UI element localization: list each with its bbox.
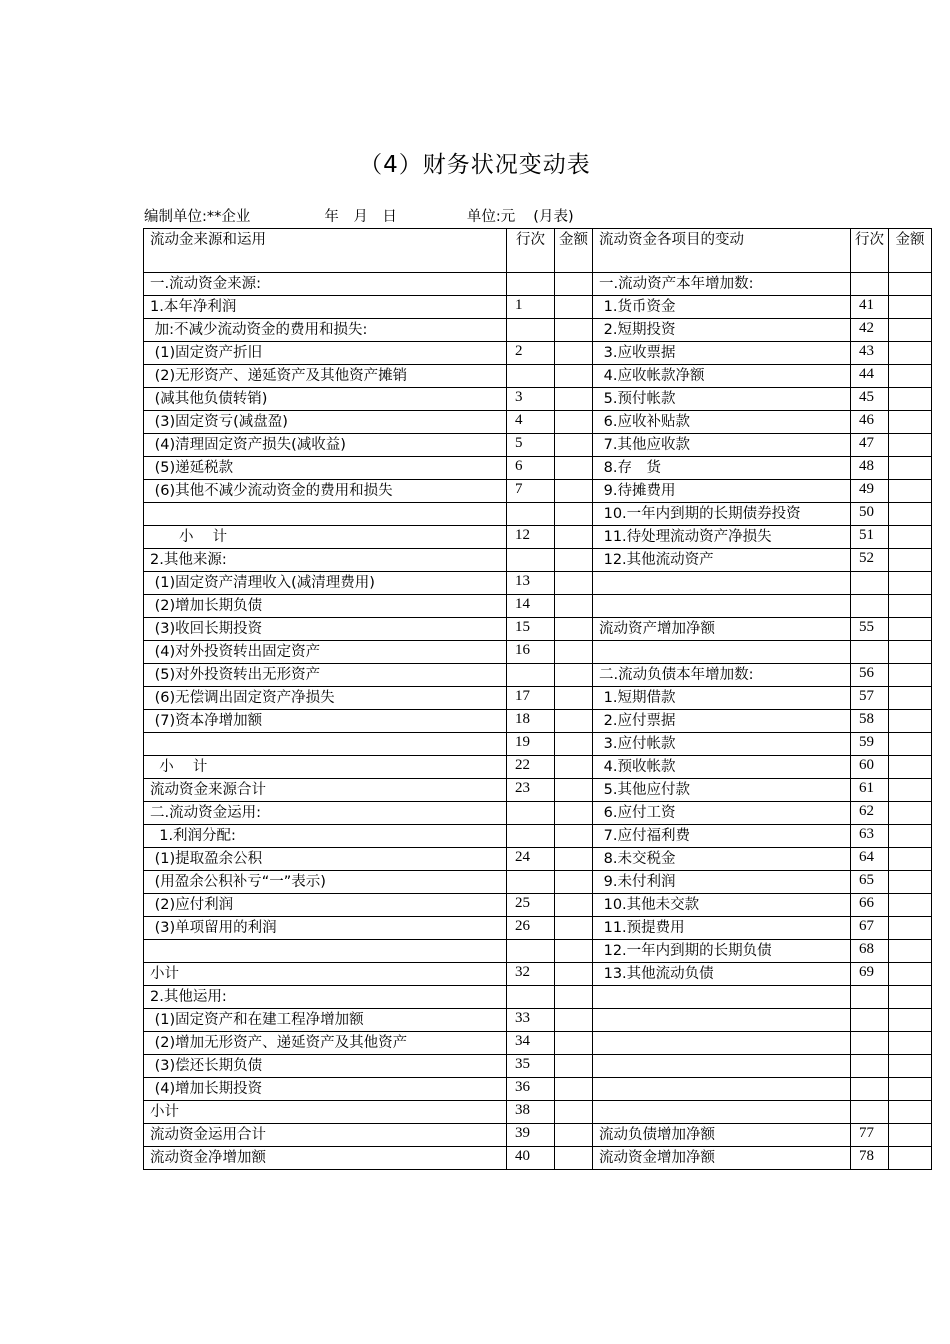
right-amount-cell[interactable] (889, 664, 932, 687)
table-header-row (144, 229, 932, 273)
header-right-row: 行次 (851, 229, 889, 273)
right-item-cell: 7.其他应收款 (593, 434, 851, 457)
left-amount-cell[interactable] (555, 1147, 593, 1170)
table-row (144, 1055, 932, 1078)
right-row-number (851, 273, 889, 296)
right-row-number: 46 (851, 411, 889, 434)
left-item-cell: 1.本年净利润 (144, 296, 507, 319)
right-row-number: 59 (851, 733, 889, 756)
left-row-number: 1 (507, 296, 555, 319)
right-row-number: 51 (851, 526, 889, 549)
right-row-number: 45 (851, 388, 889, 411)
header-left-amount: 金额 (555, 229, 593, 273)
right-row-number: 52 (851, 549, 889, 572)
right-item-cell: 4.应收帐款净额 (593, 365, 851, 388)
right-row-number: 44 (851, 365, 889, 388)
right-row-number: 50 (851, 503, 889, 526)
right-item-cell: 8.存 货 (593, 457, 851, 480)
table-row (144, 917, 932, 940)
right-item-cell: 流动资产增加净额 (593, 618, 851, 641)
left-amount-cell[interactable] (555, 1055, 593, 1078)
left-amount-cell[interactable] (555, 457, 593, 480)
table-row (144, 756, 932, 779)
left-item-cell: (减其他负债转销) (144, 388, 507, 411)
left-amount-cell[interactable] (555, 917, 593, 940)
right-amount-cell[interactable] (889, 1009, 932, 1032)
table-row (144, 434, 932, 457)
left-row-number (507, 940, 555, 963)
right-row-number: 63 (851, 825, 889, 848)
right-row-number (851, 1101, 889, 1124)
right-item-cell: 3.应付帐款 (593, 733, 851, 756)
left-amount-cell[interactable] (555, 365, 593, 388)
left-item-cell: (4)清理固定资产损失(减收益) (144, 434, 507, 457)
left-item-cell: (5)递延税款 (144, 457, 507, 480)
financial-change-table (143, 228, 932, 1170)
left-item-cell: (用盈余公积补亏“一”表示) (144, 871, 507, 894)
right-item-cell: 1.货币资金 (593, 296, 851, 319)
left-amount-cell[interactable] (555, 480, 593, 503)
table-row (144, 940, 932, 963)
left-row-number: 36 (507, 1078, 555, 1101)
right-row-number: 42 (851, 319, 889, 342)
left-row-number: 14 (507, 595, 555, 618)
right-amount-cell[interactable] (889, 595, 932, 618)
right-item-cell: 13.其他流动负债 (593, 963, 851, 986)
left-row-number: 16 (507, 641, 555, 664)
left-row-number: 19 (507, 733, 555, 756)
left-item-cell: 1.利润分配: (144, 825, 507, 848)
right-amount-cell[interactable] (889, 779, 932, 802)
right-amount-cell[interactable] (889, 526, 932, 549)
right-amount-cell[interactable] (889, 802, 932, 825)
left-amount-cell[interactable] (555, 1124, 593, 1147)
right-amount-cell[interactable] (889, 1147, 932, 1170)
right-amount-cell[interactable] (889, 687, 932, 710)
left-item-cell: 流动资金运用合计 (144, 1124, 507, 1147)
right-amount-cell[interactable] (889, 894, 932, 917)
left-item-cell: (6)其他不减少流动资金的费用和损失 (144, 480, 507, 503)
table-row (144, 618, 932, 641)
left-amount-cell[interactable] (555, 342, 593, 365)
left-amount-cell[interactable] (555, 1009, 593, 1032)
right-item-cell: 2.短期投资 (593, 319, 851, 342)
left-item-cell: (6)无偿调出固定资产净损失 (144, 687, 507, 710)
left-amount-cell[interactable] (555, 549, 593, 572)
left-amount-cell[interactable] (555, 848, 593, 871)
right-amount-cell[interactable] (889, 1124, 932, 1147)
left-row-number: 24 (507, 848, 555, 871)
right-amount-cell[interactable] (889, 480, 932, 503)
right-item-cell: 9.待摊费用 (593, 480, 851, 503)
left-amount-cell[interactable] (555, 434, 593, 457)
right-row-number: 60 (851, 756, 889, 779)
left-row-number (507, 825, 555, 848)
left-item-cell: (3)偿还长期负债 (144, 1055, 507, 1078)
left-row-number: 7 (507, 480, 555, 503)
left-amount-cell[interactable] (555, 825, 593, 848)
left-item-cell (144, 503, 507, 526)
table-row (144, 1124, 932, 1147)
left-amount-cell[interactable] (555, 1101, 593, 1124)
left-item-cell: (1)固定资产和在建工程净增加额 (144, 1009, 507, 1032)
left-row-number (507, 503, 555, 526)
left-item-cell: (1)提取盈余公积 (144, 848, 507, 871)
right-item-cell (593, 595, 851, 618)
right-amount-cell[interactable] (889, 986, 932, 1009)
right-item-cell: 10.一年内到期的长期债券投资 (593, 503, 851, 526)
right-amount-cell[interactable] (889, 572, 932, 595)
left-item-cell: 小计 (144, 963, 507, 986)
left-amount-cell[interactable] (555, 733, 593, 756)
left-item-cell: (2)应付利润 (144, 894, 507, 917)
right-amount-cell[interactable] (889, 618, 932, 641)
table-row (144, 848, 932, 871)
right-amount-cell[interactable] (889, 434, 932, 457)
right-row-number (851, 1009, 889, 1032)
left-row-number: 25 (507, 894, 555, 917)
left-item-cell: 2.其他来源: (144, 549, 507, 572)
table-row (144, 342, 932, 365)
right-amount-cell[interactable] (889, 710, 932, 733)
left-row-number: 6 (507, 457, 555, 480)
left-row-number: 40 (507, 1147, 555, 1170)
right-item-cell: 1.短期借款 (593, 687, 851, 710)
left-item-cell (144, 733, 507, 756)
left-item-cell: 一.流动资金来源: (144, 273, 507, 296)
left-amount-cell[interactable] (555, 756, 593, 779)
table-row (144, 1032, 932, 1055)
left-item-cell: (3)收回长期投资 (144, 618, 507, 641)
right-item-cell (593, 1101, 851, 1124)
table-row (144, 963, 932, 986)
table-row (144, 1009, 932, 1032)
left-amount-cell[interactable] (555, 296, 593, 319)
left-row-number: 3 (507, 388, 555, 411)
left-row-number: 22 (507, 756, 555, 779)
right-item-cell (593, 986, 851, 1009)
table-row (144, 871, 932, 894)
right-amount-cell[interactable] (889, 1078, 932, 1101)
left-amount-cell[interactable] (555, 411, 593, 434)
right-row-number (851, 1055, 889, 1078)
left-row-number: 23 (507, 779, 555, 802)
left-amount-cell[interactable] (555, 710, 593, 733)
left-row-number (507, 871, 555, 894)
table-row (144, 733, 932, 756)
right-item-cell: 8.未交税金 (593, 848, 851, 871)
right-amount-cell[interactable] (889, 273, 932, 296)
left-amount-cell[interactable] (555, 595, 593, 618)
right-row-number: 55 (851, 618, 889, 641)
right-item-cell (593, 1078, 851, 1101)
left-row-number (507, 319, 555, 342)
right-amount-cell[interactable] (889, 365, 932, 388)
table-row (144, 572, 932, 595)
header-left-item: 流动金来源和运用 (144, 229, 507, 273)
table-row (144, 319, 932, 342)
right-amount-cell[interactable] (889, 733, 932, 756)
left-item-cell: 二.流动资金运用: (144, 802, 507, 825)
left-row-number: 33 (507, 1009, 555, 1032)
right-row-number: 69 (851, 963, 889, 986)
left-item-cell: 流动资金净增加额 (144, 1147, 507, 1170)
table-row (144, 1147, 932, 1170)
left-amount-cell[interactable] (555, 687, 593, 710)
table-row (144, 710, 932, 733)
right-amount-cell[interactable] (889, 296, 932, 319)
right-row-number: 67 (851, 917, 889, 940)
table-row (144, 480, 932, 503)
right-item-cell: 2.应付票据 (593, 710, 851, 733)
table-row (144, 549, 932, 572)
right-amount-cell[interactable] (889, 756, 932, 779)
left-amount-cell[interactable] (555, 664, 593, 687)
left-row-number: 18 (507, 710, 555, 733)
left-amount-cell[interactable] (555, 779, 593, 802)
table-row (144, 825, 932, 848)
right-amount-cell[interactable] (889, 549, 932, 572)
right-row-number (851, 1078, 889, 1101)
left-row-number: 39 (507, 1124, 555, 1147)
right-item-cell (593, 572, 851, 595)
left-row-number: 13 (507, 572, 555, 595)
right-item-cell: 12.其他流动资产 (593, 549, 851, 572)
right-item-cell: 12.一年内到期的长期负债 (593, 940, 851, 963)
currency-unit: 单位:元 (466, 209, 516, 225)
right-amount-cell[interactable] (889, 1032, 932, 1055)
right-row-number: 62 (851, 802, 889, 825)
right-item-cell: 9.未付利润 (593, 871, 851, 894)
right-amount-cell[interactable] (889, 641, 932, 664)
left-row-number: 15 (507, 618, 555, 641)
left-amount-cell[interactable] (555, 273, 593, 296)
right-item-cell: 6.应付工资 (593, 802, 851, 825)
table-row (144, 1101, 932, 1124)
left-item-cell: 小 计 (144, 526, 507, 549)
left-row-number: 5 (507, 434, 555, 457)
left-item-cell (144, 940, 507, 963)
right-row-number: 57 (851, 687, 889, 710)
right-row-number: 56 (851, 664, 889, 687)
header-right-item: 流动资金各项目的变动 (593, 229, 851, 273)
right-amount-cell[interactable] (889, 917, 932, 940)
right-row-number (851, 986, 889, 1009)
right-item-cell: 流动资金增加净额 (593, 1147, 851, 1170)
left-row-number: 17 (507, 687, 555, 710)
right-item-cell: 3.应收票据 (593, 342, 851, 365)
table-row (144, 986, 932, 1009)
table-row (144, 457, 932, 480)
left-item-cell: (4)对外投资转出固定资产 (144, 641, 507, 664)
right-row-number: 77 (851, 1124, 889, 1147)
left-item-cell: (3)单项留用的利润 (144, 917, 507, 940)
left-amount-cell[interactable] (555, 618, 593, 641)
right-item-cell: 11.待处理流动资产净损失 (593, 526, 851, 549)
left-row-number: 4 (507, 411, 555, 434)
right-item-cell (593, 1009, 851, 1032)
right-amount-cell[interactable] (889, 963, 932, 986)
left-row-number: 2 (507, 342, 555, 365)
right-amount-cell[interactable] (889, 1055, 932, 1078)
left-amount-cell[interactable] (555, 503, 593, 526)
left-row-number (507, 549, 555, 572)
table-row (144, 273, 932, 296)
left-amount-cell[interactable] (555, 319, 593, 342)
right-row-number (851, 572, 889, 595)
right-item-cell: 4.预收帐款 (593, 756, 851, 779)
left-row-number (507, 365, 555, 388)
right-item-cell: 7.应付福利费 (593, 825, 851, 848)
right-item-cell (593, 641, 851, 664)
left-item-cell: (3)固定资亏(减盘盈) (144, 411, 507, 434)
unit-company: 编制单位:**企业 (144, 209, 251, 225)
right-amount-cell[interactable] (889, 388, 932, 411)
table-row (144, 687, 932, 710)
table-row (144, 526, 932, 549)
left-amount-cell[interactable] (555, 940, 593, 963)
right-row-number: 61 (851, 779, 889, 802)
right-row-number (851, 641, 889, 664)
page-title: （4）财务状况变动表 (359, 152, 591, 178)
right-amount-cell[interactable] (889, 503, 932, 526)
right-item-cell (593, 1055, 851, 1078)
left-item-cell: 小计 (144, 1101, 507, 1124)
right-row-number (851, 1032, 889, 1055)
left-amount-cell[interactable] (555, 388, 593, 411)
right-item-cell: 流动负债增加净额 (593, 1124, 851, 1147)
right-row-number: 48 (851, 457, 889, 480)
table-row (144, 388, 932, 411)
right-amount-cell[interactable] (889, 871, 932, 894)
table-row (144, 296, 932, 319)
table-row (144, 641, 932, 664)
right-row-number (851, 595, 889, 618)
right-item-cell: 5.其他应付款 (593, 779, 851, 802)
table-row (144, 595, 932, 618)
left-amount-cell[interactable] (555, 894, 593, 917)
left-row-number: 12 (507, 526, 555, 549)
header-right-amount: 金额 (889, 229, 932, 273)
right-amount-cell[interactable] (889, 940, 932, 963)
right-row-number: 47 (851, 434, 889, 457)
right-row-number: 78 (851, 1147, 889, 1170)
right-row-number: 43 (851, 342, 889, 365)
table-row (144, 894, 932, 917)
left-item-cell: 流动资金来源合计 (144, 779, 507, 802)
right-amount-cell[interactable] (889, 1101, 932, 1124)
report-period: (月表) (533, 209, 574, 225)
left-item-cell: (7)资本净增加额 (144, 710, 507, 733)
right-amount-cell[interactable] (889, 342, 932, 365)
right-row-number: 68 (851, 940, 889, 963)
header-left-row: 行次 (507, 229, 555, 273)
right-item-cell: 6.应收补贴款 (593, 411, 851, 434)
right-row-number: 64 (851, 848, 889, 871)
table-row (144, 802, 932, 825)
left-row-number (507, 802, 555, 825)
left-row-number: 32 (507, 963, 555, 986)
left-item-cell: 2.其他运用: (144, 986, 507, 1009)
left-item-cell: (1)固定资产折旧 (144, 342, 507, 365)
left-item-cell: (2)增加长期负债 (144, 595, 507, 618)
right-row-number: 49 (851, 480, 889, 503)
right-amount-cell[interactable] (889, 825, 932, 848)
left-amount-cell[interactable] (555, 871, 593, 894)
left-amount-cell[interactable] (555, 1078, 593, 1101)
left-row-number (507, 273, 555, 296)
right-amount-cell[interactable] (889, 411, 932, 434)
left-amount-cell[interactable] (555, 526, 593, 549)
left-item-cell: 加:不减少流动资金的费用和损失: (144, 319, 507, 342)
left-amount-cell[interactable] (555, 1032, 593, 1055)
right-row-number: 41 (851, 296, 889, 319)
table-row (144, 664, 932, 687)
left-amount-cell[interactable] (555, 641, 593, 664)
right-row-number: 66 (851, 894, 889, 917)
table-row (144, 1078, 932, 1101)
left-amount-cell[interactable] (555, 986, 593, 1009)
right-item-cell: 一.流动资产本年增加数: (593, 273, 851, 296)
right-row-number: 65 (851, 871, 889, 894)
left-row-number: 26 (507, 917, 555, 940)
right-item-cell (593, 1032, 851, 1055)
left-item-cell: (2)无形资产、递延资产及其他资产摊销 (144, 365, 507, 388)
right-amount-cell[interactable] (889, 848, 932, 871)
left-row-number: 34 (507, 1032, 555, 1055)
table-row (144, 365, 932, 388)
table-row (144, 411, 932, 434)
left-item-cell: (4)增加长期投资 (144, 1078, 507, 1101)
right-row-number: 58 (851, 710, 889, 733)
left-amount-cell[interactable] (555, 802, 593, 825)
left-amount-cell[interactable] (555, 572, 593, 595)
report-date: 年 月 日 (324, 209, 397, 225)
left-row-number: 38 (507, 1101, 555, 1124)
report-meta (144, 205, 574, 226)
right-amount-cell[interactable] (889, 457, 932, 480)
left-item-cell: (2)增加无形资产、递延资产及其他资产 (144, 1032, 507, 1055)
table-row (144, 503, 932, 526)
right-item-cell: 10.其他未交款 (593, 894, 851, 917)
right-item-cell: 二.流动负债本年增加数: (593, 664, 851, 687)
left-item-cell: 小 计 (144, 756, 507, 779)
left-row-number (507, 664, 555, 687)
right-item-cell: 11.预提费用 (593, 917, 851, 940)
left-amount-cell[interactable] (555, 963, 593, 986)
left-item-cell: (5)对外投资转出无形资产 (144, 664, 507, 687)
left-row-number (507, 986, 555, 1009)
right-amount-cell[interactable] (889, 319, 932, 342)
left-item-cell: (1)固定资产清理收入(减清理费用) (144, 572, 507, 595)
table-row (144, 779, 932, 802)
left-row-number: 35 (507, 1055, 555, 1078)
right-item-cell: 5.预付帐款 (593, 388, 851, 411)
